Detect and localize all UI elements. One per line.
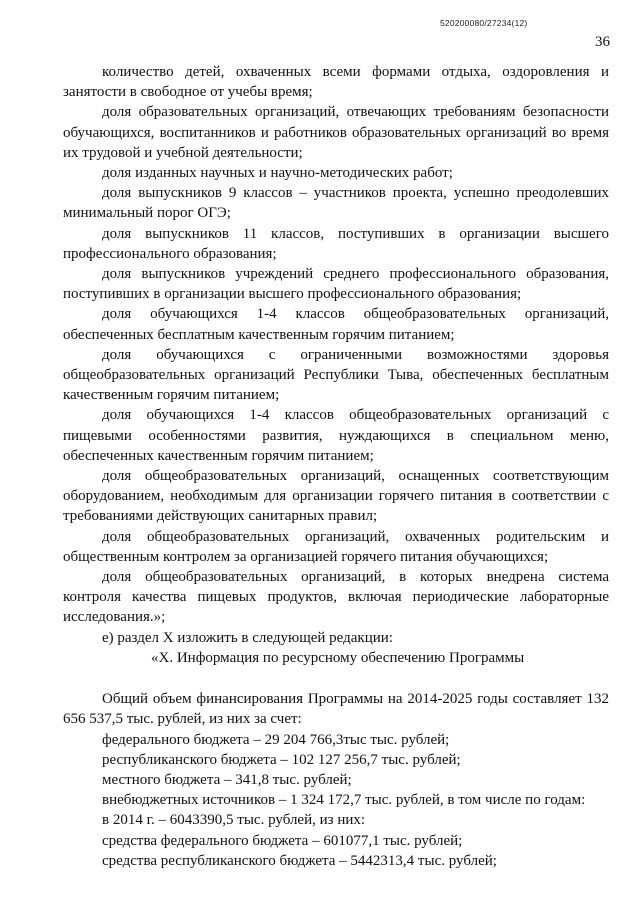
document-code: 520200080/27234(12) xyxy=(440,18,528,28)
paragraph: доля общеобразовательных организаций, оснащенных соответствующим оборудованием, необходимым для организации горячего питания в соответствии с требованиями действующих санитарных правил; xyxy=(63,468,609,525)
financing-paragraph: Общий объем финансирования Программы на 2014-2025 годы составляет 132 656 537,5 тыс. рублей, из них за счет: xyxy=(63,691,609,728)
paragraph: доля общеобразовательных организаций, в которых внедрена система контроля качества пищевых продуктов, включая периодические лабораторные исследования.»; xyxy=(63,569,609,626)
page-number: 36 xyxy=(595,34,610,50)
paragraph: доля изданных научных и научно-методических работ; xyxy=(102,165,453,182)
financing-line: федерального бюджета – 29 204 766,3тыс тыс. рублей; xyxy=(102,731,450,748)
paragraph: доля обучающихся 1-4 классов общеобразовательных организаций с пищевыми особенностями развития, нуждающихся в специальном меню, обеспеченных качественным горячим питанием; xyxy=(63,407,609,464)
paragraph: доля обучающихся с ограниченными возможностями здоровья общеобразовательных организаций Республики Тыва, обеспеченных бесплатным качественным горячим питанием; xyxy=(63,346,609,404)
financing-line: местного бюджета – 341,8 тыс. рублей; xyxy=(102,771,352,788)
paragraph: е) раздел X изложить в следующей редакции: xyxy=(102,629,393,646)
paragraph: количество детей, охваченных всеми формами отдыха, оздоровления и занятости в свободное от учебы время; xyxy=(63,64,609,101)
financing-line: средства республиканского бюджета – 5442313,4 тыс. рублей; xyxy=(102,852,497,869)
paragraph: доля выпускников учреждений среднего профессионального образования, поступивших в организации высшего профессионального образования; xyxy=(63,266,609,303)
paragraph: доля обучающихся 1-4 классов общеобразовательных организаций, обеспеченных бесплатным качественным горячим питанием; xyxy=(63,306,609,343)
paragraph: доля выпускников 11 классов, поступивших в организации высшего профессионального образования; xyxy=(63,225,609,262)
paragraph: доля выпускников 9 классов – участников проекта, успешно преодолевших минимальный порог ОГЭ; xyxy=(63,185,609,222)
document-body xyxy=(63,62,609,871)
financing-line: республиканского бюджета – 102 127 256,7 тыс. рублей; xyxy=(102,751,461,768)
paragraph: доля образовательных организаций, отвечающих требованиям безопасности обучающихся, воспитанников и работников образовательных организаций во время их трудовой и учебной деятельности; xyxy=(63,104,609,161)
financing-line: средства федерального бюджета – 601077,1 тыс. рублей; xyxy=(102,832,463,849)
paragraph: доля общеобразовательных организаций, охваченных родительским и общественным контролем за организацией горячего питания обучающихся; xyxy=(63,528,609,565)
financing-line: в 2014 г. – 6043390,5 тыс. рублей, из них: xyxy=(102,812,366,829)
section-heading: «X. Информация по ресурсному обеспечению Программы xyxy=(151,649,525,666)
financing-line: внебюджетных источников – 1 324 172,7 тыс. рублей, в том числе по годам: xyxy=(102,792,586,809)
